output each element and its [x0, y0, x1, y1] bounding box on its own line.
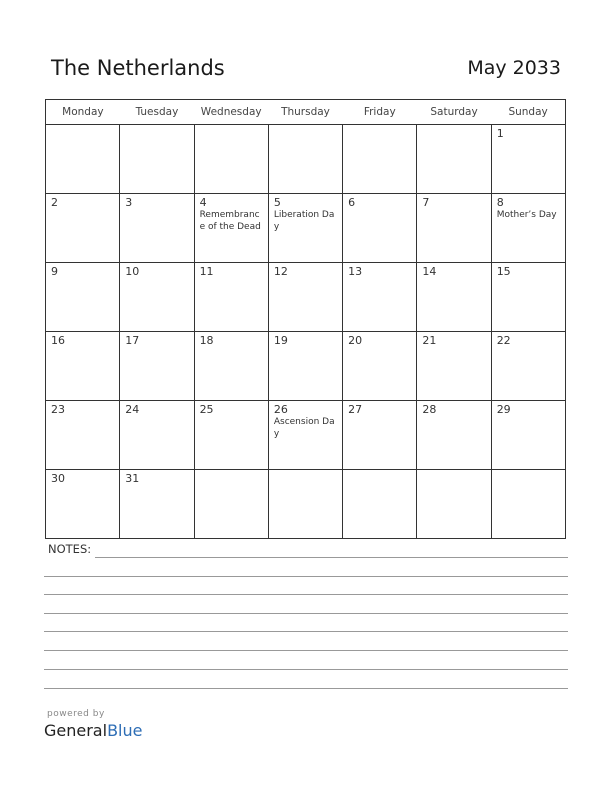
day-number: 15 [496, 265, 511, 278]
notes-line [44, 594, 568, 595]
weekday-header: Thursday [268, 100, 342, 125]
notes-line [95, 557, 568, 558]
day-number: 5 [273, 196, 281, 209]
notes-label: NOTES: [48, 542, 92, 556]
calendar-week-row [46, 194, 566, 263]
calendar-day-cell[interactable] [194, 470, 268, 539]
brand-blue: Blue [107, 721, 143, 740]
calendar-week-row [46, 125, 566, 194]
notes-line [44, 650, 568, 651]
day-number: 17 [125, 334, 140, 347]
calendar-day-cell[interactable] [343, 332, 417, 401]
calendar-day-cell[interactable] [268, 194, 342, 263]
day-number: 28 [422, 403, 437, 416]
calendar-day-cell[interactable] [491, 194, 565, 263]
day-number: 3 [125, 196, 133, 209]
day-number: 10 [125, 265, 140, 278]
calendar-week-row [46, 263, 566, 332]
calendar-week-row [46, 401, 566, 470]
calendar-day-cell[interactable] [491, 470, 565, 539]
day-number: 9 [51, 265, 58, 278]
day-number: 27 [348, 403, 363, 416]
calendar-day-cell[interactable] [120, 125, 194, 194]
calendar-day-cell[interactable] [417, 125, 491, 194]
weekday-header: Monday [46, 100, 120, 125]
day-number: 6 [348, 196, 356, 209]
day-number: 31 [125, 472, 140, 485]
calendar-day-cell[interactable] [46, 401, 120, 470]
day-number: 25 [199, 403, 214, 416]
calendar-week-row [46, 332, 566, 401]
calendar-day-cell[interactable] [194, 332, 268, 401]
calendar-day-cell[interactable] [343, 470, 417, 539]
day-number: 26 [273, 403, 288, 416]
weekday-header: Wednesday [194, 100, 268, 125]
calendar-day-cell[interactable] [268, 125, 342, 194]
notes-line [44, 613, 568, 614]
calendar-day-cell[interactable] [46, 194, 120, 263]
calendar-day-cell[interactable] [120, 401, 194, 470]
weekday-header: Tuesday [120, 100, 194, 125]
calendar-day-cell[interactable] [491, 125, 565, 194]
day-number: 22 [496, 334, 511, 347]
calendar-day-cell[interactable] [417, 263, 491, 332]
calendar-day-cell[interactable] [268, 332, 342, 401]
calendar-day-cell[interactable] [46, 263, 120, 332]
calendar-day-cell[interactable] [194, 194, 268, 263]
calendar-day-cell[interactable] [120, 332, 194, 401]
day-number: 14 [422, 265, 437, 278]
holiday-label: Ascension Day [273, 417, 335, 439]
day-number: 23 [51, 403, 65, 416]
day-number: 4 [199, 196, 207, 209]
calendar-day-cell[interactable] [343, 125, 417, 194]
day-number: 18 [199, 334, 214, 347]
brand-general: General [44, 721, 108, 740]
calendar-day-cell[interactable] [268, 263, 342, 332]
notes-line [44, 688, 568, 689]
day-number: 30 [51, 472, 65, 485]
day-number: 8 [496, 196, 504, 209]
weekday-header: Sunday [491, 100, 565, 125]
weekday-header: Saturday [417, 100, 491, 125]
day-number: 7 [422, 196, 430, 209]
holiday-label: Liberation Day [273, 210, 335, 232]
day-number: 24 [125, 403, 140, 416]
calendar-day-cell[interactable] [417, 401, 491, 470]
calendar-day-cell[interactable] [46, 125, 120, 194]
calendar-day-cell[interactable] [491, 263, 565, 332]
calendar-day-cell[interactable] [417, 470, 491, 539]
calendar-day-cell[interactable] [46, 332, 120, 401]
calendar-day-cell[interactable] [268, 470, 342, 539]
calendar-day-cell[interactable] [194, 125, 268, 194]
notes-line [44, 631, 568, 632]
calendar-day-cell[interactable] [491, 401, 565, 470]
calendar-day-cell[interactable] [343, 194, 417, 263]
calendar-week-row [46, 470, 566, 539]
calendar-day-cell[interactable] [194, 263, 268, 332]
generalblue-logo[interactable] [44, 721, 142, 740]
notes-line [44, 669, 568, 670]
day-number: 20 [348, 334, 363, 347]
calendar-day-cell[interactable] [343, 401, 417, 470]
calendar-day-cell[interactable] [343, 263, 417, 332]
holiday-label: Remembrance of the Dead [199, 210, 261, 232]
calendar-day-cell[interactable] [194, 401, 268, 470]
day-number: 11 [199, 265, 214, 278]
calendar-day-cell[interactable] [417, 194, 491, 263]
weekday-header: Friday [343, 100, 417, 125]
day-number: 13 [348, 265, 363, 278]
calendar-grid [45, 99, 566, 539]
day-number: 12 [273, 265, 288, 278]
calendar-month-title: May 2033 [467, 57, 561, 79]
powered-by-text: powered by [47, 709, 105, 719]
day-number: 29 [496, 403, 511, 416]
calendar-day-cell[interactable] [120, 470, 194, 539]
day-number: 2 [51, 196, 58, 209]
holiday-label: Mother’s Day [496, 210, 557, 220]
calendar-day-cell[interactable] [417, 332, 491, 401]
day-number: 16 [51, 334, 65, 347]
calendar-day-cell[interactable] [120, 263, 194, 332]
weekday-header-row [46, 100, 566, 125]
day-number: 1 [496, 127, 504, 140]
calendar-country-title: The Netherlands [51, 56, 225, 80]
calendar-day-cell[interactable] [491, 332, 565, 401]
day-number: 19 [273, 334, 288, 347]
calendar-day-cell[interactable] [46, 470, 120, 539]
calendar-day-cell[interactable] [120, 194, 194, 263]
day-number: 21 [422, 334, 437, 347]
notes-line [44, 576, 568, 577]
calendar-day-cell[interactable] [268, 401, 342, 470]
